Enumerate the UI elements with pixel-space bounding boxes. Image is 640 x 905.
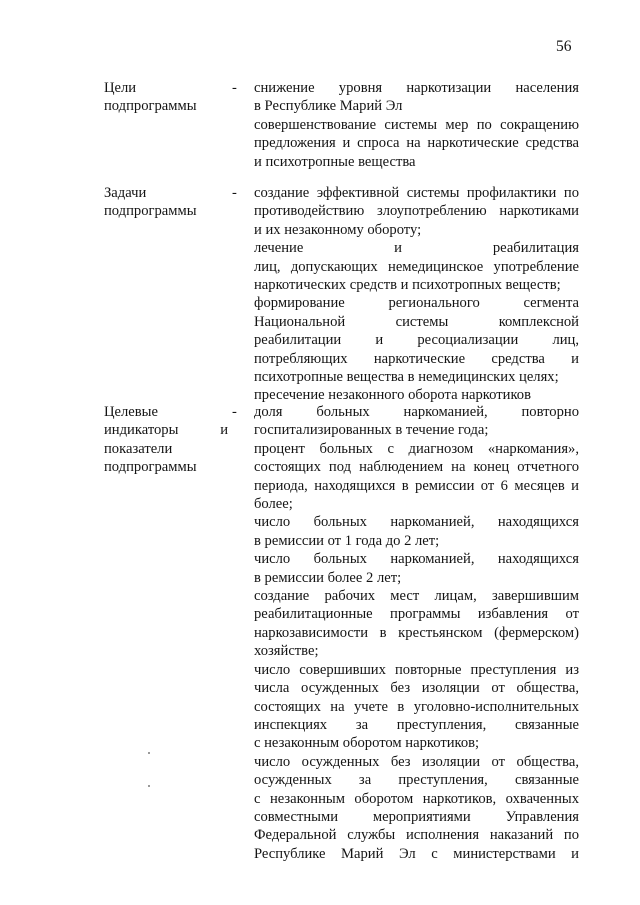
label-line: Цели — [104, 80, 137, 96]
scan-speck — [148, 752, 150, 754]
text-line: психотропные вещества в немедицинских целях; — [254, 369, 559, 386]
list-item — [254, 661, 579, 753]
section-content — [254, 184, 579, 405]
text-line: и их незаконному обороту; — [254, 221, 422, 238]
label-line: показатели — [104, 440, 173, 457]
text-line: в ремиссии более 2 лет; — [254, 569, 402, 586]
list-item — [254, 513, 579, 550]
text-line: более; — [254, 496, 293, 513]
text-line: в ремиссии от 1 года до 2 лет; — [254, 532, 440, 549]
text-line: совместными мероприятиями Управления — [254, 808, 579, 825]
section-content — [254, 403, 579, 863]
text-line: наркотических средств и психотропных веществ; — [254, 277, 561, 294]
text-line: хозяйстве; — [254, 643, 319, 660]
text-line: осужденных за преступления, связанные — [254, 772, 579, 789]
text-line: Федеральной службы исполнения наказаний по — [254, 827, 579, 844]
text-line: число больных наркоманией, находящихся — [254, 551, 579, 568]
text-line: формирование регионального сегмента — [254, 295, 579, 312]
page-number: 56 — [556, 38, 572, 55]
text-line: доля больных наркоманией, повторно — [254, 404, 579, 420]
text-line: лиц, допускающих немедицинское употребление — [254, 258, 579, 275]
scan-speck — [148, 785, 150, 787]
text-line: процент больных с диагнозом «наркомания», — [254, 440, 579, 457]
section-label — [104, 79, 228, 116]
text-line: реабилитационные программы избавления от — [254, 606, 579, 623]
text-line: снижение уровня наркотизации населения — [254, 80, 579, 96]
list-item — [254, 116, 579, 171]
text-line: лечение и реабилитация — [254, 240, 579, 257]
text-line: состоящих под наблюдением на конец отчетного — [254, 459, 579, 476]
label-line: Задачи — [104, 185, 147, 201]
dash-separator: - — [232, 404, 237, 420]
label-line: подпрограммы — [104, 459, 197, 476]
list-item — [254, 440, 579, 514]
text-line: в Республике Марий Эл — [254, 98, 403, 115]
list-item — [254, 79, 579, 116]
list-item — [254, 403, 579, 440]
text-line: с незаконным оборотом наркотиков, охваченных — [254, 790, 579, 807]
text-line: инспекциях за преступления, связанные — [254, 716, 579, 733]
label-line: подпрограммы — [104, 203, 197, 220]
list-item — [254, 550, 579, 587]
list-item — [254, 587, 579, 661]
text-line: госпитализированных в течение года; — [254, 422, 489, 439]
dash-separator: - — [232, 185, 237, 201]
list-item — [254, 239, 579, 294]
text-line: периода, находящихся в ремиссии от 6 месяцев и — [254, 477, 579, 494]
text-line: предложения и спроса на наркотические средства — [254, 135, 579, 152]
section-content — [254, 79, 579, 171]
text-line: Республике Марий Эл с министерствами и — [254, 845, 579, 862]
section-label — [104, 184, 228, 221]
text-line: и психотропные вещества — [254, 153, 416, 170]
text-line: противодействию злоупотреблению наркотиками — [254, 203, 579, 220]
text-line: Национальной системы комплексной — [254, 313, 579, 330]
text-line: число совершивших повторные преступления из — [254, 661, 579, 678]
text-line: совершенствование системы мер по сокращению — [254, 116, 579, 133]
section-label — [104, 403, 228, 477]
label-line: подпрограммы — [104, 98, 197, 115]
text-line: потребляющих наркотические средства и — [254, 350, 579, 367]
list-item — [254, 294, 579, 386]
label-word: и — [220, 422, 228, 439]
label-word: индикаторы — [104, 422, 179, 439]
text-line: наркозависимости в крестьянском (фермерском) — [254, 624, 579, 641]
text-line: состоящих на учете в уголовно-исполнительных — [254, 698, 579, 715]
text-line: число осужденных без изоляции от общества, — [254, 753, 579, 770]
text-line: число больных наркоманией, находящихся — [254, 514, 579, 531]
list-item — [254, 184, 579, 239]
text-line: пресечение незаконного оборота наркотиков — [254, 387, 531, 404]
text-line: создание эффективной системы профилактики по — [254, 185, 579, 201]
text-line: реабилитации и ресоциализации лиц, — [254, 332, 579, 349]
list-item — [254, 753, 579, 863]
label-line: Целевые — [104, 404, 158, 420]
text-line: числа осужденных без изоляции от общества, — [254, 680, 579, 697]
text-line: создание рабочих мест лицам, завершившим — [254, 588, 579, 605]
dash-separator: - — [232, 80, 237, 96]
text-line: с незаконным оборотом наркотиков; — [254, 735, 480, 752]
label-line — [104, 421, 228, 439]
